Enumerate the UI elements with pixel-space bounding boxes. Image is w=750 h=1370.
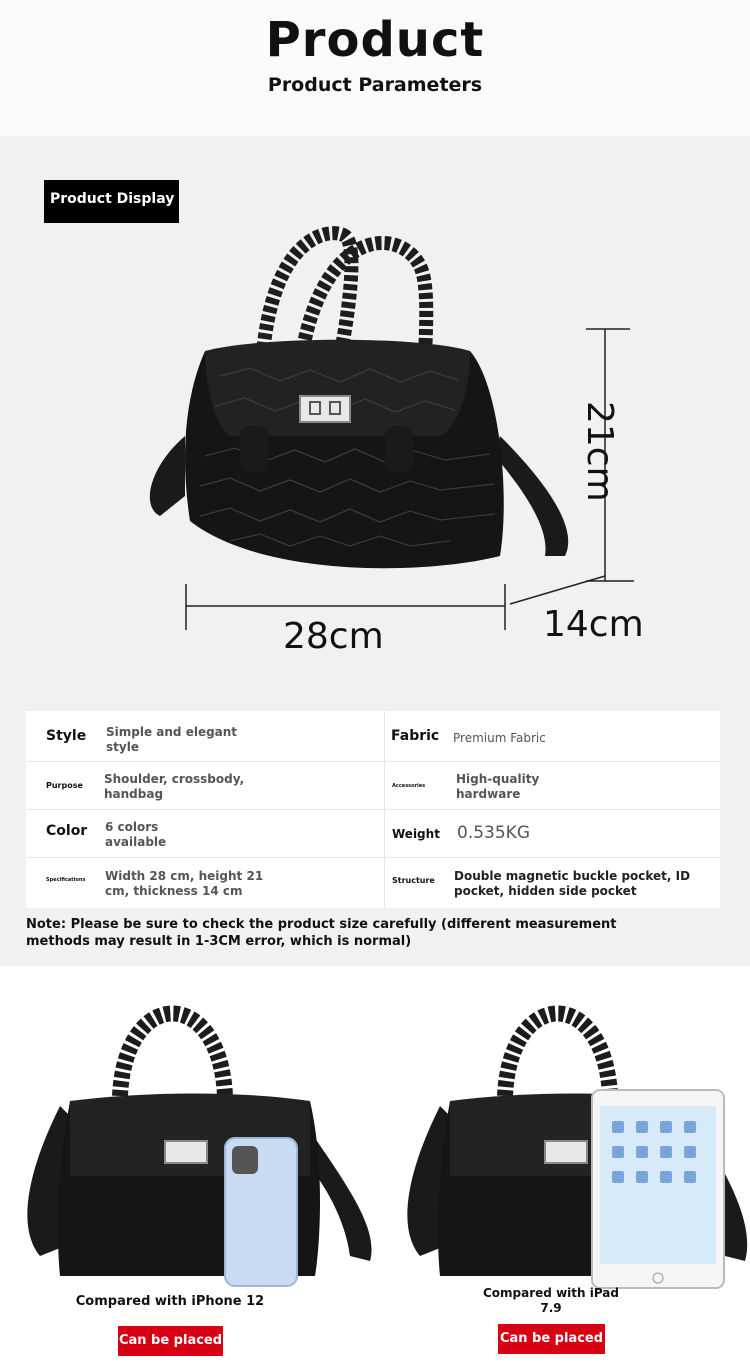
spec-value: Double magnetic buckle pocket, ID pocket, hidden side pocket <box>454 869 691 898</box>
spec-value: Premium Fabric <box>453 731 546 745</box>
spec-key: Color <box>46 823 88 839</box>
compare-label-ipad: Compared with iPad 7.9 <box>483 1286 619 1315</box>
page-title: Product <box>265 12 485 68</box>
compare-label-iphone: Compared with iPhone 12 <box>75 1294 265 1309</box>
spec-value: High-quality hardware <box>456 772 540 801</box>
spec-value: Simple and elegant style <box>106 725 238 754</box>
comparison-section <box>0 966 750 1370</box>
spec-value: 0.535KG <box>457 823 530 843</box>
spec-key: Structure <box>392 876 435 885</box>
page-header <box>0 0 750 136</box>
spec-key: Weight <box>392 827 440 841</box>
spec-table <box>26 711 720 908</box>
comparison-images <box>0 966 750 1370</box>
height-dimension-label: 21cm <box>579 401 620 502</box>
width-dimension-label: 28cm <box>283 616 384 657</box>
spec-value: Width 28 cm, height 21 cm, thickness 14 cm <box>105 869 264 898</box>
spec-key: Style <box>46 728 87 744</box>
spec-value: 6 colors available <box>105 820 167 849</box>
page-subtitle: Product Parameters <box>267 74 483 96</box>
depth-dimension-label: 14cm <box>543 604 644 645</box>
product-display-badge: Product Display <box>44 180 179 223</box>
can-be-placed-badge: Can be placed <box>498 1324 605 1354</box>
spec-key: Specifications <box>46 877 86 883</box>
spec-value: Shoulder, crossbody, handbag <box>104 772 245 801</box>
spec-key: Fabric <box>391 728 440 744</box>
can-be-placed-badge: Can be placed <box>118 1326 223 1356</box>
size-note: Note: Please be sure to check the product size carefully (different measurement methods may result in 1-3CM error, which is normal) <box>26 917 617 949</box>
product-display-section <box>0 136 750 966</box>
spec-key: Purpose <box>46 781 83 790</box>
spec-key: Accessories <box>392 783 426 789</box>
